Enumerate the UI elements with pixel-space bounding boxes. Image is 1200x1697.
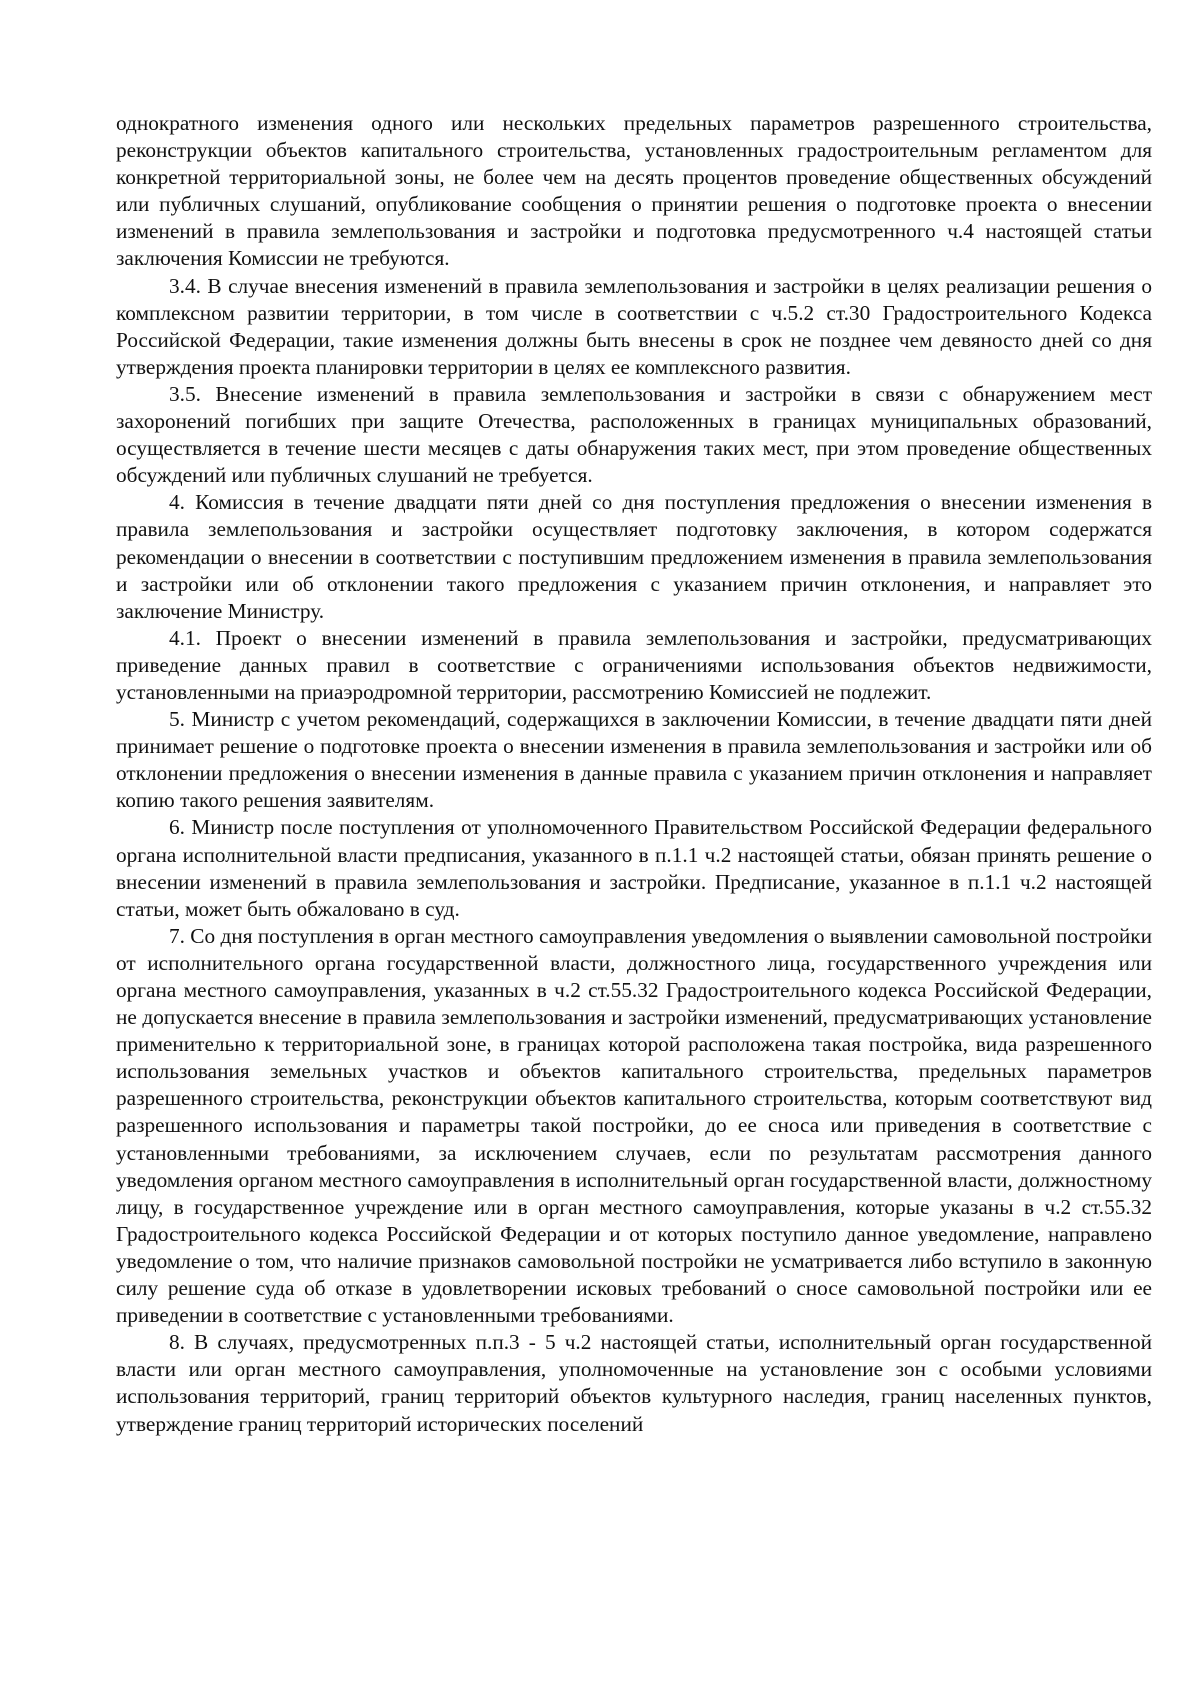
paragraph-5: 5. Министр с учетом рекомендаций, содержащихся в заключении Комиссии, в течение двадцати пяти дней принимает решение о подготовке проекта о внесении изменения в правила землепользования и застройки или об отклонении предложения о внесении изменения в данные правила с указанием причин отклонения и направляет копию такого решения заявителям. bbox=[116, 707, 1152, 813]
paragraph-8: 8. В случаях, предусмотренных п.п.3 - 5 ч.2 настоящей статьи, исполнительный орган государственной власти или орган местного самоуправления, уполномоченные на установление зон с особыми условиями использования территорий, границ территорий объектов культурного наследия, границ населенных пунктов, утверждение границ территорий исторических поселений bbox=[116, 1330, 1152, 1436]
paragraph-4: 4. Комиссия в течение двадцати пяти дней со дня поступления предложения о внесении изменения в правила землепользования и застройки осуществляет подготовку заключения, в котором содержатся рекомендации о внесении в соответствии с поступившим предложением изменения в правила землепользования и застройки или об отклонении такого предложения с указанием причин отклонения, и направляет это заключение Министру. bbox=[116, 490, 1152, 623]
paragraph-continuation: однократного изменения одного или нескольких предельных параметров разрешенного строительства, реконструкции объектов капитального строительства, установленных градостроительным регламентом для конкретной территориальной зоны, не более чем на десять процентов проведение общественных обсуждений или публичных слушаний, опубликование сообщения о принятии решения о подготовке проекта о внесении изменений в правила землепользования и застройки и подготовка предусмотренного ч.4 настоящей статьи заключения Комиссии не требуются. bbox=[116, 111, 1152, 271]
document-page bbox=[116, 110, 1152, 1438]
paragraph-7: 7. Со дня поступления в орган местного самоуправления уведомления о выявлении самовольной постройки от исполнительного органа государственной власти, должностного лица, государственного учреждения или органа местного самоуправления, указанных в ч.2 ст.55.32 Градостроительного кодекса Российской Федерации, не допускается внесение в правила землепользования и застройки изменений, предусматривающих установление применительно к территориальной зоне, в границах которой расположена такая постройка, вида разрешенного использования земельных участков и объектов капитального строительства, предельных параметров разрешенного строительства, реконструкции объектов капитального строительства, которым соответствуют вид разрешенного использования и параметры такой постройки, до ее сноса или приведения в соответствие с установленными требованиями, за исключением случаев, если по результатам рассмотрения данного уведомления органом местного самоуправления в исполнительный орган государственной власти, должностному лицу, в государственное учреждение или в орган местного самоуправления, которые указаны в ч.2 ст.55.32 Градостроительного кодекса Российской Федерации и от которых поступило данное уведомление, направлено уведомление о том, что наличие признаков самовольной постройки не усматривается либо вступило в законную силу решение суда об отказе в удовлетворении исковых требований о сносе самовольной постройки или ее приведении в соответствие с установленными требованиями. bbox=[116, 923, 1152, 1328]
paragraph-4-1: 4.1. Проект о внесении изменений в правила землепользования и застройки, предусматривающих приведение данных правил в соответствие с ограничениями использования объектов недвижимости, установленными на приаэродромной территории, рассмотрению Комиссией не подлежит. bbox=[116, 625, 1152, 704]
paragraph-6: 6. Министр после поступления от уполномоченного Правительством Российской Федерации федерального органа исполнительной власти предписания, указанного в п.1.1 ч.2 настоящей статьи, обязан принять решение о внесении изменений в правила землепользования и застройки. Предписание, указанное в п.1.1 ч.2 настоящей статьи, может быть обжаловано в суд. bbox=[116, 815, 1152, 921]
paragraph-3-4: 3.4. В случае внесения изменений в правила землепользования и застройки в целях реализации решения о комплексном развитии территории, в том числе в соответствии с ч.5.2 ст.30 Градостроительного Кодекса Российской Федерации, такие изменения должны быть внесены в срок не позднее чем девяносто дней со дня утверждения проекта планировки территории в целях ее комплексного развития. bbox=[116, 273, 1152, 379]
paragraph-3-5: 3.5. Внесение изменений в правила землепользования и застройки в связи с обнаружением мест захоронений погибших при защите Отечества, расположенных в границах муниципальных образований, осуществляется в течение шести месяцев с даты обнаружения таких мест, при этом проведение общественных обсуждений или публичных слушаний не требуется. bbox=[116, 381, 1152, 488]
